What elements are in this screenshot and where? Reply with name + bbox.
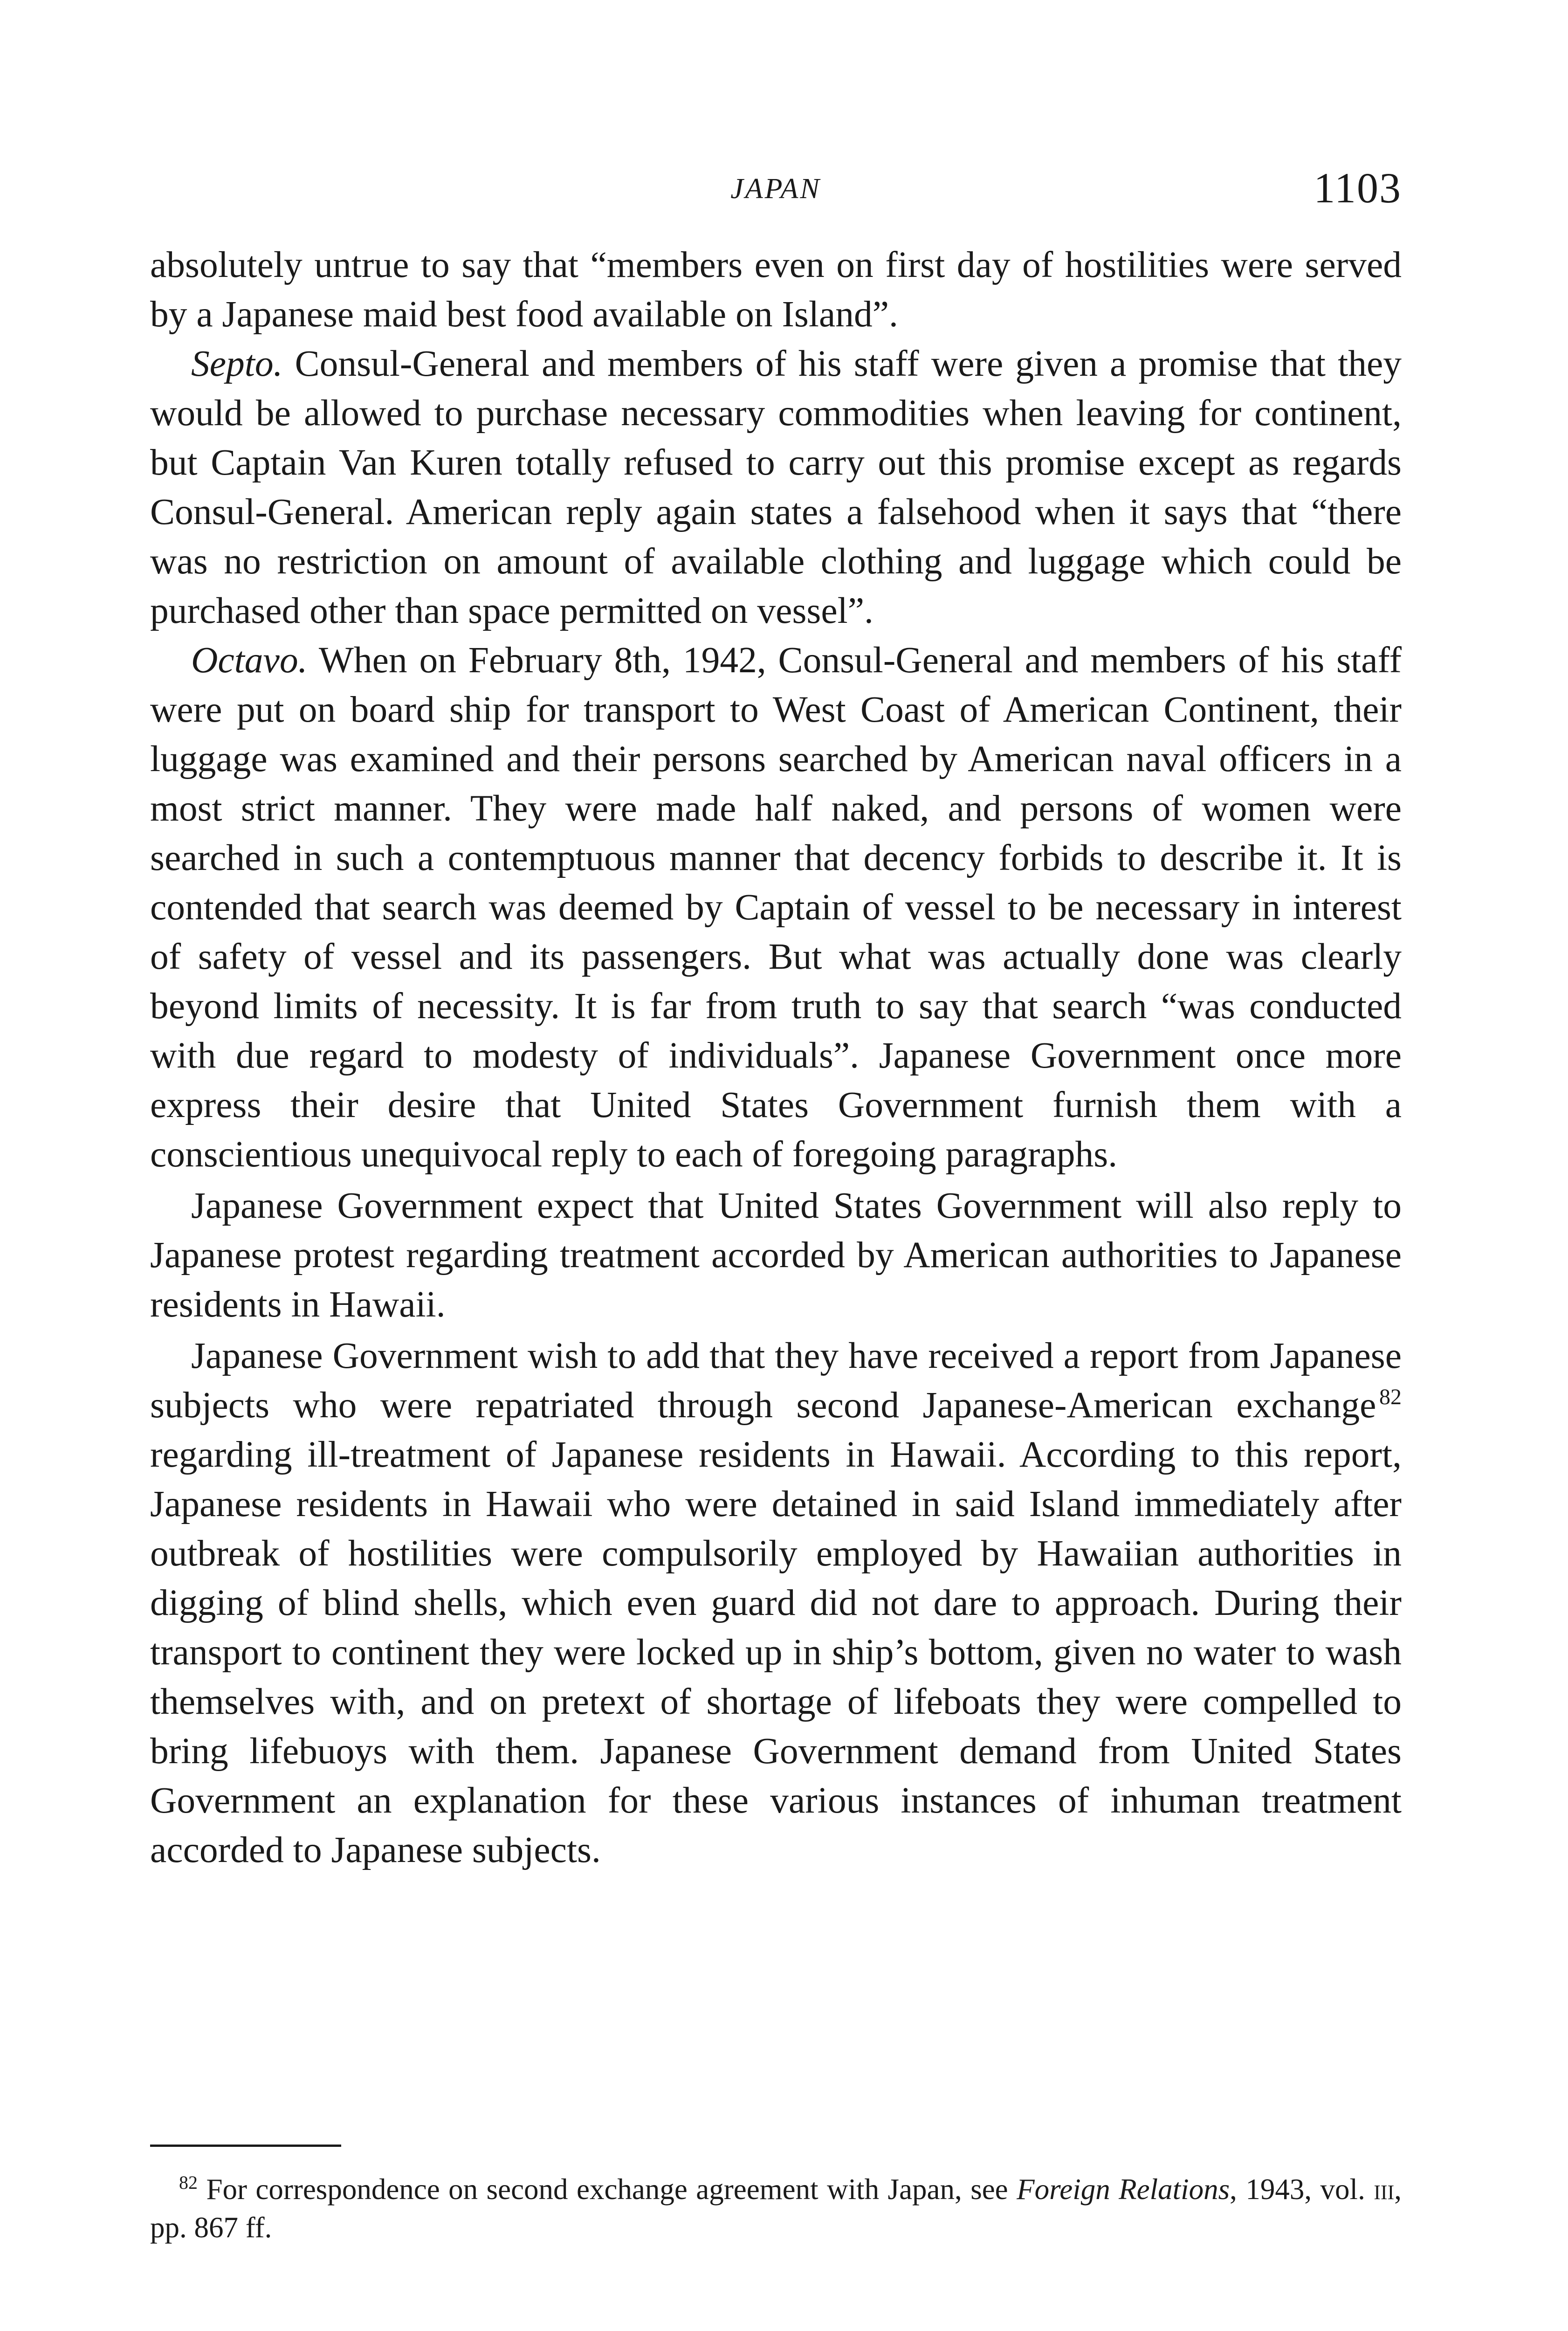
paragraph-text: When on February 8th, 1942, Consul-General and members of his staff were put on board ship for transport to West Coast of American Continent, their luggage was examined and their persons searched by American naval officers in a most strict manner. They were made half naked, and persons of women were searched in such a contemptuous manner that decency forbids to describe it. It is contended that search was deemed by Captain of vessel to be necessary in interest of safety of vessel and its passengers. But what was actually done was clearly beyond limits of necessity. It is far from truth to say that search “was conducted with due regard to modesty of individuals”. Japanese Government once more express their desire that United States Government furnish them with a conscientious unequivocal reply to each of foregoing paragraphs.: [150, 640, 1402, 1175]
footnote-volume: iii: [1374, 2173, 1395, 2206]
paragraph-text: regarding ill-treatment of Japanese residents in Hawaii. According to this report, Japanese residents in Hawaii who were detained in said Island immediately after outbreak of hostilities were compulsorily employed by Hawaiian authorities in digging of blind shells, which even guard did not dare to approach. During their transport to continent they were locked up in ship’s bottom, given no water to wash themselves with, and on pretext of shortage of lifeboats they were compelled to bring lifebuoys with them. Japanese Government demand from United States Government an explanation for these various instances of inhuman treatment accorded to Japanese subjects.: [150, 1434, 1402, 1870]
footnote-publication-title: Foreign Relations: [1017, 2173, 1230, 2206]
paragraph-octavo: [150, 635, 1402, 1179]
paragraph-label-octavo: Octavo.: [191, 640, 308, 681]
page-header: [150, 163, 1402, 214]
footnote-text: , pp. 867 ff.: [150, 2173, 1402, 2244]
paragraph-hawaii-protest: [150, 1181, 1402, 1329]
paragraph-continued: [150, 240, 1402, 339]
footnote-text: , 1943, vol.: [1230, 2173, 1374, 2206]
paragraph-septo: [150, 339, 1402, 635]
paragraph-label-septo: Septo.: [191, 343, 283, 384]
footnote-text: For correspondence on second exchange agreement with Japan, see: [198, 2173, 1017, 2206]
paragraph-text: Consul-General and members of his staff were given a promise that they would be allowed to purchase necessary commodities when leaving for continent, but Captain Van Kuren totally refused to carry out this promise except as regards Consul-General. American reply again states a falsehood when it says that “there was no restriction on amount of available clothing and luggage which could be purchased other than space permitted on vessel”.: [150, 343, 1402, 631]
footnote-divider: [150, 2145, 341, 2147]
footnote-mark: 82: [179, 2172, 198, 2193]
page-number: 1103: [1314, 164, 1402, 212]
body-text: [150, 240, 1402, 1875]
footnote-reference[interactable]: 82: [1379, 1385, 1402, 1409]
paragraph-text: Japanese Government expect that United States Government will also reply to Japanese protest regarding treatment accorded by American authorities to Japanese residents in Hawaii.: [150, 1185, 1402, 1325]
paragraph-hawaii-report: [150, 1331, 1402, 1875]
paragraph-text: Japanese Government wish to add that they have received a report from Japanese subjects who were repatriated through second Japanese-American exchange: [150, 1335, 1402, 1426]
footnote: [150, 2170, 1402, 2247]
running-head: JAPAN: [730, 173, 821, 205]
paragraph-text: absolutely untrue to say that “members even on first day of hostilities were served by a Japanese maid best food available on Island”.: [150, 244, 1402, 335]
